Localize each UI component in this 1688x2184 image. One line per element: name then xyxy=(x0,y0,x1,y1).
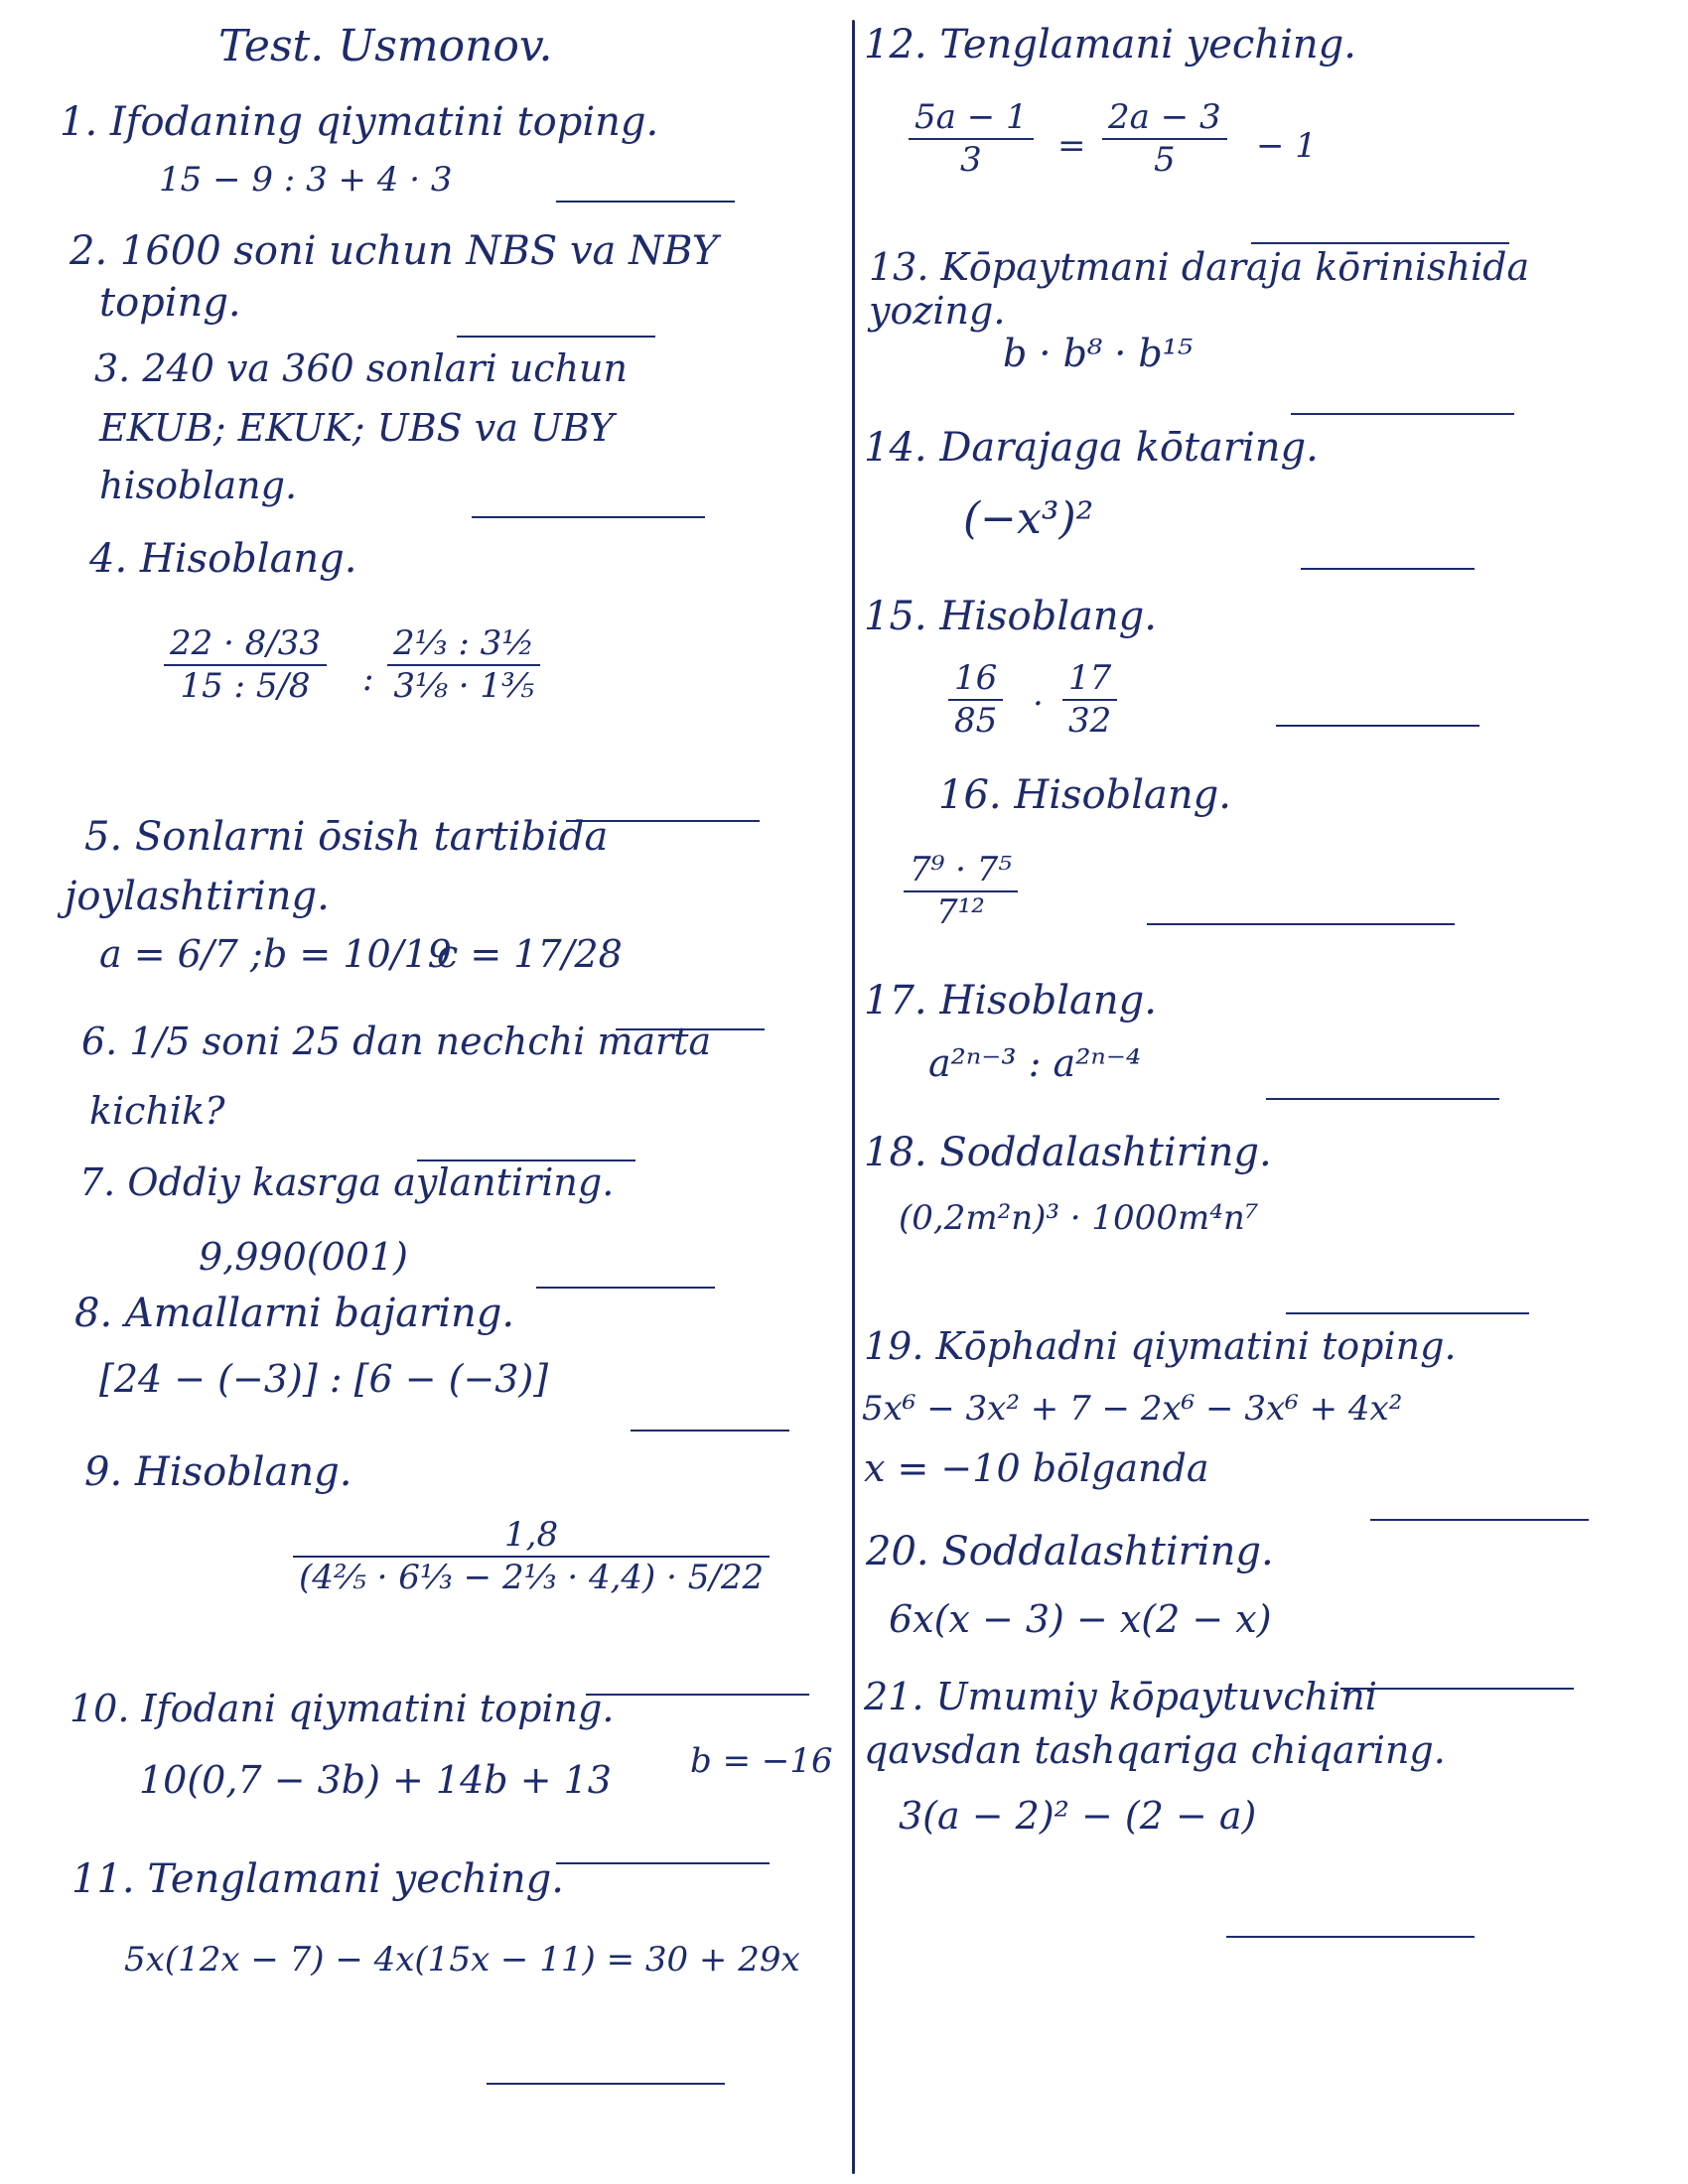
q8-label: 8. Amallarni bajaring. xyxy=(74,1291,515,1336)
q5-value-a: a = 6/7 ; xyxy=(99,932,263,976)
q12-label: 12. Tenglamani yeching. xyxy=(864,22,1356,68)
q15-right-numerator: 17 xyxy=(1068,658,1112,698)
q9-denominator: (4⅖ · 6⅓ − 2⅓ · 4,4) · 5/22 xyxy=(299,1558,765,1598)
q3-answer-line xyxy=(472,516,705,518)
q12-equals: = xyxy=(1057,126,1086,166)
q13-label: 13. Kōpaytmani daraja kōrinishida xyxy=(869,245,1530,289)
q6-label-cont: kichik? xyxy=(89,1089,225,1133)
q13-expression: b · b⁸ · b¹⁵ xyxy=(1003,332,1194,375)
q17-label: 17. Hisoblang. xyxy=(864,978,1157,1024)
q1-label: 1. Ifodaning qiymatini toping. xyxy=(60,99,659,145)
q12-right-denominator: 5 xyxy=(1154,140,1176,181)
q12-left-denominator: 3 xyxy=(960,140,982,181)
q4-fraction-left xyxy=(164,625,327,706)
q14-label: 14. Darajaga kōtaring. xyxy=(864,425,1319,471)
q4-right-denominator: 3⅛ · 1⅗ xyxy=(393,666,534,707)
q7-answer-line xyxy=(536,1287,715,1289)
q11-answer-line xyxy=(487,2083,725,2085)
q4-left-numerator: 22 · 8/33 xyxy=(170,623,322,663)
q16-fraction xyxy=(904,852,1018,932)
q9-fraction xyxy=(293,1517,770,1597)
q13-label-cont: yozing. xyxy=(869,289,1006,333)
q4-right-numerator: 2⅓ : 3½ xyxy=(393,623,535,663)
q14-answer-line xyxy=(1301,568,1475,570)
page-title: Test. Usmonov. xyxy=(218,21,553,71)
q4-left-denominator: 15 : 5/8 xyxy=(180,666,311,707)
q12-right-numerator: 2a − 3 xyxy=(1108,97,1221,137)
q1-answer-line xyxy=(556,201,735,203)
q3-label-cont: EKUB; EKUK; UBS va UBY xyxy=(99,406,615,450)
q12-left-numerator: 5a − 1 xyxy=(914,97,1028,137)
q18-expression: (0,2m²n)³ · 1000m⁴n⁷ xyxy=(899,1198,1259,1238)
q1-expression: 15 − 9 : 3 + 4 · 3 xyxy=(159,160,453,200)
q15-left-denominator: 85 xyxy=(954,701,998,742)
q5-value-b: b = 10/19 xyxy=(263,932,452,976)
q15-label: 15. Hisoblang. xyxy=(864,594,1157,639)
q8-answer-line xyxy=(631,1430,789,1432)
q10-answer-line xyxy=(556,1862,770,1864)
q21-label: 21. Umumiy kōpaytuvchini xyxy=(864,1675,1377,1718)
q16-answer-line xyxy=(1147,923,1455,925)
q17-answer-line xyxy=(1266,1098,1499,1100)
q2-label: 2. 1600 soni uchun NBS va NBY xyxy=(70,228,719,274)
q20-label: 20. Soddalashtiring. xyxy=(866,1529,1274,1574)
q17-expression: a²ⁿ⁻³ : a²ⁿ⁻⁴ xyxy=(928,1041,1142,1085)
q5-value-c: c = 17/28 xyxy=(437,932,623,976)
q15-fraction-right xyxy=(1062,660,1117,741)
q16-denominator: 7¹² xyxy=(936,892,985,933)
q10-label: 10. Ifodani qiymatini toping. xyxy=(70,1687,615,1730)
q9-numerator: 1,8 xyxy=(504,1515,559,1555)
q18-answer-line xyxy=(1286,1312,1529,1314)
q20-expression: 6x(x − 3) − x(2 − x) xyxy=(889,1597,1272,1641)
column-divider xyxy=(852,20,855,2174)
q2-answer-line xyxy=(457,336,655,338)
q16-numerator: 7⁹ · 7⁵ xyxy=(910,850,1012,889)
q4-separator: : xyxy=(362,659,374,699)
q3-label-end: hisoblang. xyxy=(99,464,298,507)
q9-answer-line xyxy=(586,1694,809,1696)
q10-condition: b = −16 xyxy=(690,1741,833,1781)
q5-label: 5. Sonlarni ōsish tartibida xyxy=(84,814,609,860)
q12-answer-line xyxy=(1251,242,1509,244)
q12-fraction-left xyxy=(909,99,1034,180)
q13-answer-line xyxy=(1291,413,1514,415)
q19-label: 19. Kōphadni qiymatini toping. xyxy=(864,1324,1457,1368)
q18-label: 18. Soddalashtiring. xyxy=(864,1130,1272,1175)
q7-label: 7. Oddiy kasrga aylantiring. xyxy=(79,1160,615,1204)
q9-label: 9. Hisoblang. xyxy=(84,1449,352,1495)
q19-answer-line xyxy=(1370,1519,1589,1521)
q16-label: 16. Hisoblang. xyxy=(938,772,1231,818)
q11-expression: 5x(12x − 7) − 4x(15x − 11) = 30 + 29x xyxy=(124,1940,800,1979)
q21-label-cont: qavsdan tashqariga chiqaring. xyxy=(864,1728,1446,1772)
q15-answer-line xyxy=(1276,725,1479,727)
q14-expression: (−x³)² xyxy=(963,493,1094,544)
q10-expression: 10(0,7 − 3b) + 14b + 13 xyxy=(139,1758,612,1802)
q19-expression: 5x⁶ − 3x² + 7 − 2x⁶ − 3x⁶ + 4x² xyxy=(862,1389,1403,1429)
q2-label-cont: toping. xyxy=(99,280,241,326)
q19-condition: x = −10 bōlganda xyxy=(864,1446,1209,1490)
q21-expression: 3(a − 2)² − (2 − a) xyxy=(899,1794,1257,1838)
q4-fraction-right xyxy=(387,625,540,706)
q11-label: 11. Tenglamani yeching. xyxy=(71,1856,564,1902)
q15-fraction-left xyxy=(948,660,1003,741)
q7-expression: 9,990(001) xyxy=(199,1235,408,1279)
q5-label-cont: joylashtiring. xyxy=(65,874,330,919)
q15-right-denominator: 32 xyxy=(1068,701,1112,742)
q6-label: 6. 1/5 soni 25 dan nechchi marta xyxy=(81,1020,712,1063)
q12-fraction-right xyxy=(1102,99,1227,180)
q3-label: 3. 240 va 360 sonlari uchun xyxy=(94,346,628,390)
q8-expression: [24 − (−3)] : [6 − (−3)] xyxy=(99,1357,549,1401)
q15-left-numerator: 16 xyxy=(954,658,998,698)
q15-dot: · xyxy=(1033,684,1044,724)
q21-answer-line xyxy=(1226,1936,1475,1938)
q4-label: 4. Hisoblang. xyxy=(89,536,357,582)
q12-tail: − 1 xyxy=(1256,126,1317,166)
